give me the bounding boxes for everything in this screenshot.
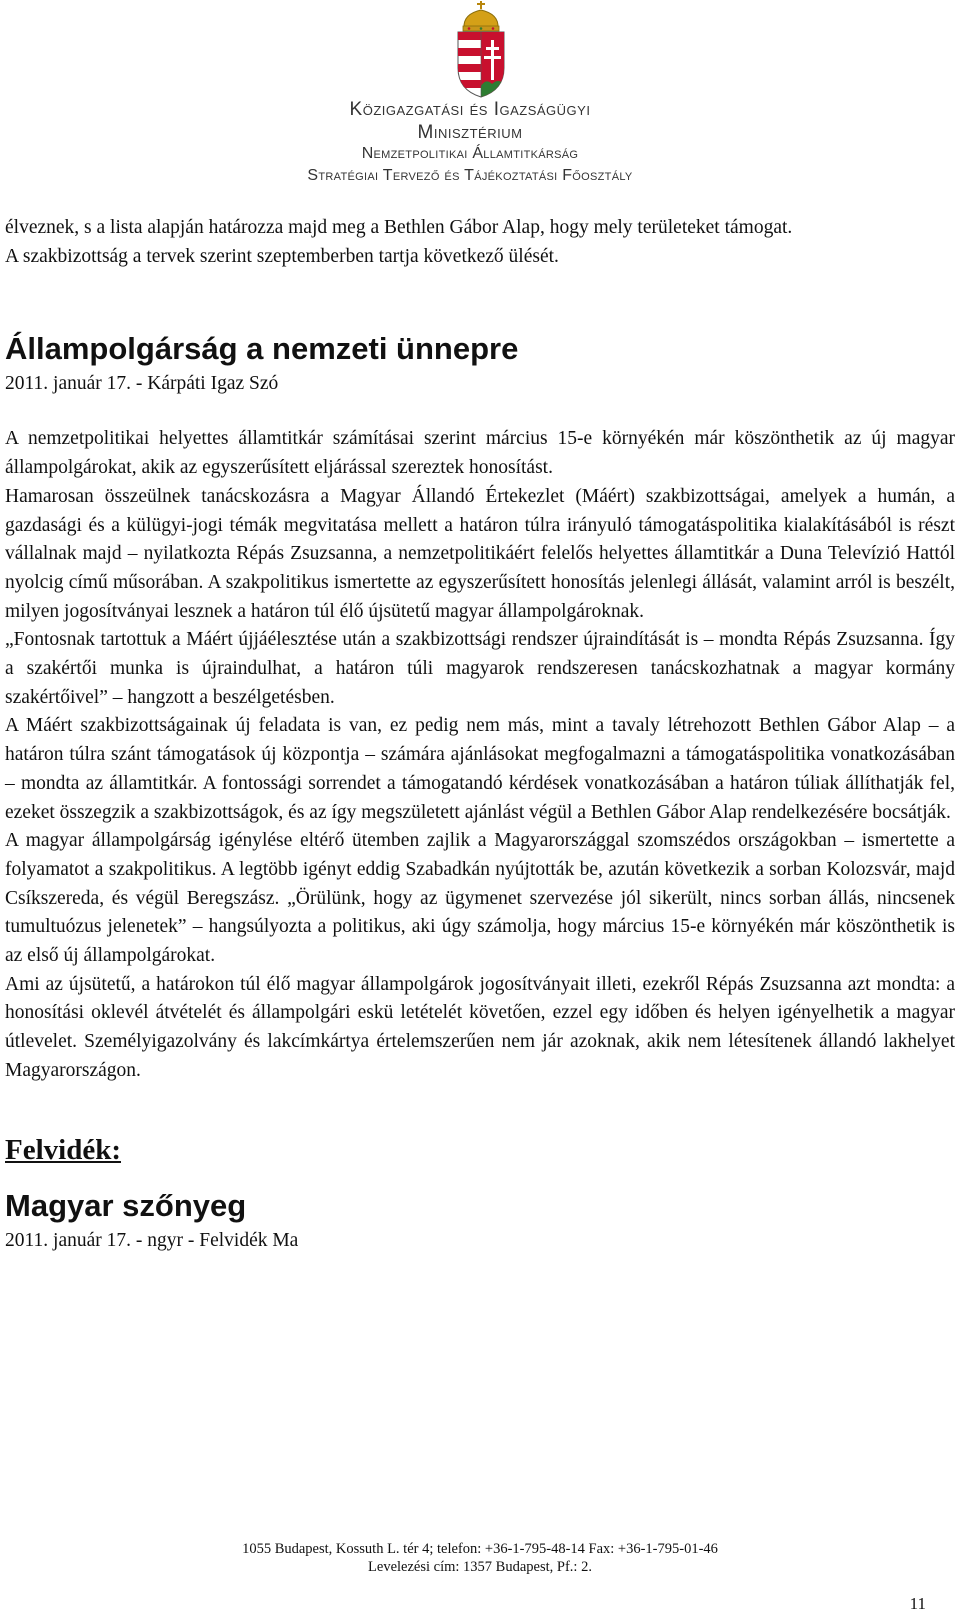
article-paragraph: A Máért szakbizottságainak új feladata is van, ez pedig nem más, mint a tavaly létrehozott Bethlen Gábor Alap – a határon túlra szánt támogatások új központja – számára ajánlásokat megfogalmazni a támogatáspolitika vonatkozásában – mondta az államtitkár. A fontossági sorrendet a támogatandó kérdések vonatkozásában a határon túliak állíthatják fel, ezeket összegzik a szakbizottságok, és az így megszületett ajánlást végül a Bethlen Gábor Alap rendelkezésére bocsátják. — [5, 715, 955, 823]
page-footer — [0, 1540, 960, 1576]
spacer — [5, 399, 955, 425]
spacer — [5, 271, 955, 329]
letterhead-line-3: Nemzetpolitikai Államtitkárság — [361, 145, 579, 162]
article-dateline: 2011. január 17. - ngyr - Felvidék Ma — [5, 1229, 299, 1251]
article-paragraph: „Fontosnak tartottuk a Máért újjáélesztése után a szakbizottsági rendszer újraindítását is – mondta Répás Zsuzsanna. Így a szakértői munka is újraindulhat, a határon túli magyarok rendszeresen tanácskozhatnak a magyar kormány szakértőivel” – hangzott a beszélgetésben. — [5, 629, 955, 708]
coat-of-arms-shield-icon — [458, 32, 504, 98]
intro-line-2: A szakbizottság a tervek szerint szeptemberben tartja következő ülését. — [5, 245, 559, 267]
footer-mailing-address: Levelezési cím: 1357 Budapest, Pf.: 2. — [368, 1559, 592, 1575]
article-title: Állampolgárság a nemzeti ünnepre — [5, 331, 519, 367]
footer-address: 1055 Budapest, Kossuth L. tér 4; telefon: +36-1-795-48-14 Fax: +36-1-795-01-46 — [242, 1541, 718, 1557]
section-heading: Felvidék: — [5, 1133, 121, 1166]
spacer — [5, 1170, 955, 1186]
article-paragraph: A magyar állampolgárság igénylése eltérő ütemben zajlik a Magyarországgal szomszédos országokban – ismertette a folyamatot a szakpolitikus. A legtöbb igényt eddig Szabadkán nyújtották be, azután következik a sorban Kolozsvár, majd Csíkszereda, és végül Beregszász. „Örülünk, hogy az ügymenet szervezése jól sikerült, nincs sorban állás, nincsenek tumultuózus jelenetek” – hangsúlyozta a politikus, aki úgy számolja, hogy március 15-e környékén már köszönthetik is az első új állampolgárokat. — [5, 830, 955, 967]
intro-line-1: élveznek, s a lista alapján határozza majd meg a Bethlen Gábor Alap, hogy mely területeket támogat. — [5, 217, 793, 238]
letterhead-line-2: Minisztérium — [417, 122, 523, 143]
holy-crown-icon — [463, 1, 499, 31]
letterhead — [0, 0, 960, 190]
article-dateline: 2011. január 17. - Kárpáti Igaz Szó — [5, 373, 279, 395]
letterhead-line-1: Közigazgatási és Igazságügyi — [349, 99, 591, 120]
article-paragraph: A nemzetpolitikai helyettes államtitkár számításai szerint március 15-e környékén már köszönthetik az új magyar állampolgárokat, akik az egyszerűsített eljárással szereztek honosítást. — [5, 428, 955, 479]
spacer — [5, 1086, 955, 1130]
letterhead-line-4: Stratégiai Tervező és Tájékoztatási Főosztály — [307, 167, 633, 184]
article-paragraph: Ami az újsütetű, a határokon túl élő magyar állampolgárok jogosítványait illeti, ezekről Répás Zsuzsanna azt mondta: a honosítási oklevél átvételét és állampolgári eskü letételét követően, ezzel egy időben és helyen igényelhetik a magyar útlevelet. Személyigazolvány és lakcímkártya értelemszerűen nem jár azoknak, akik nem létesítenek állandó lakhelyet Magyarországon. — [5, 973, 955, 1081]
ministry-name — [240, 100, 700, 184]
document-body — [5, 214, 955, 1256]
page-number: 11 — [909, 1594, 926, 1613]
article-title: Magyar szőnyeg — [5, 1187, 247, 1223]
hungarian-crest-logo — [455, 0, 507, 98]
article-paragraph: Hamarosan összeülnek tanácskozásra a Magyar Állandó Értekezlet (Máért) szakbizottságai, amelyek a humán, a gazdasági és a külügyi-jogi témák megvitatása mellett a határon túlra irányuló támogatáspolitika kialakításából is részt vállalnak majd – nyilatkozta Répás Zsuzsanna, a nemzetpolitikáért felelős helyettes államtitkár a Duna Televízió Hattól nyolcig című műsorában. A szakpolitikus ismertette az egyszerűsített honosítás jelenlegi állását, valamint arról is beszélt, milyen jogosítványai lesznek a határon túl élő újsütetű magyar állampolgároknak. — [5, 485, 955, 622]
